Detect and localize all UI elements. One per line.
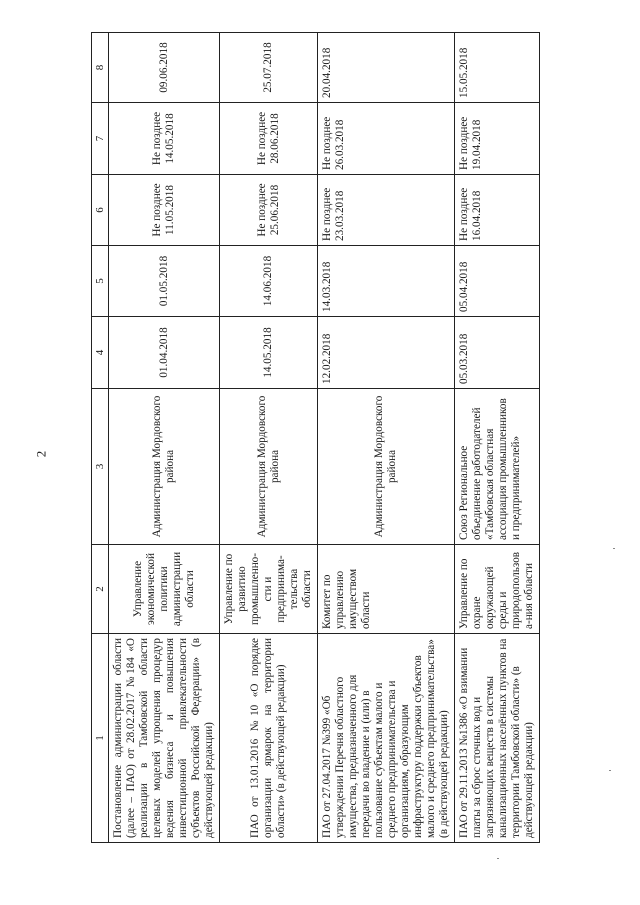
header-row <box>92 33 109 843</box>
rotated-table-container <box>91 33 535 843</box>
responsible-cell: Управление по охране окружающей среды и природопользова-ния области <box>455 545 540 634</box>
regulations-table <box>91 32 540 843</box>
act-cell: Постановление администрации области (далее – ПАО) от 28.02.2017 №184 «О реализации в Тамбовской области целевых моделей упрощения процедур ведения бизнеса и повышения инвестиционной привлекательности субъектов Российской Федерации» (в действующей редакции) <box>109 634 220 843</box>
act-cell: ПАО от 29.11.2013 №1386 «О взимании платы за сброс сточных вод и загрязняющих веществ в системы канализационных населённых пунктов на территории Тамбовской области» (в действующей редакции) <box>455 634 540 843</box>
date-cell: Не позднее 26.03.2018 <box>318 103 455 175</box>
column-header: 1 <box>92 634 109 843</box>
column-header: 5 <box>92 246 109 317</box>
date-cell: 05.04.2018 <box>455 246 540 317</box>
executor-cell: Администрация Мордовского района <box>220 389 318 545</box>
responsible-cell: Управление экономической политики администрации области <box>109 545 220 634</box>
date-cell: 14.05.2018 <box>220 317 318 389</box>
table-row <box>220 33 318 843</box>
column-header: 4 <box>92 317 109 389</box>
date-cell: Не позднее 11.05.2018 <box>109 175 220 246</box>
date-cell: 20.04.2018 <box>318 33 455 103</box>
date-cell: 01.05.2018 <box>109 246 220 317</box>
date-cell: 01.04.2018 <box>109 317 220 389</box>
table-row <box>318 33 455 843</box>
date-cell: 09.06.2018 <box>109 33 220 103</box>
date-cell: Не позднее 19.04.2018 <box>455 103 540 175</box>
column-header: 8 <box>92 33 109 103</box>
scan-speck <box>497 858 499 859</box>
date-cell: 14.06.2018 <box>220 246 318 317</box>
column-header: 6 <box>92 175 109 246</box>
executor-cell: Администрация Мордовского района <box>318 389 455 545</box>
responsible-cell: Управление по развитию промышленно-сти и предпринима-тельства области <box>220 545 318 634</box>
date-cell: Не позднее 16.04.2018 <box>455 175 540 246</box>
act-cell: ПАО от 27.04.2017 №399 «Об утверждении Перечня областного имущества, предназначенного для передачи во владение и (или) в пользование субъектам малого и среднего предпринимательства и организациям, образующим инфраструктуру поддержки субъектов малого и среднего предпринимательства» (в действующей редакции) <box>318 634 455 843</box>
executor-cell: Союз Региональное объединение работодателей «Тамбовская областная ассоциация промышленников и предпринимателей» <box>455 389 540 545</box>
date-cell: 25.07.2018 <box>220 33 318 103</box>
date-cell: Не позднее 28.06.2018 <box>220 103 318 175</box>
date-cell: 12.02.2018 <box>318 317 455 389</box>
column-header: 2 <box>92 545 109 634</box>
table-row <box>109 33 220 843</box>
table-row <box>455 33 540 843</box>
column-header: 3 <box>92 389 109 545</box>
date-cell: Не позднее 23.03.2018 <box>318 175 455 246</box>
column-header: 7 <box>92 103 109 175</box>
date-cell: 14.03.2018 <box>318 246 455 317</box>
date-cell: 05.03.2018 <box>455 317 540 389</box>
page-number: 2 <box>33 450 49 458</box>
scan-speck <box>609 770 611 771</box>
executor-cell: Администрация Мордовского района <box>109 389 220 545</box>
date-cell: 15.05.2018 <box>455 33 540 103</box>
act-cell: ПАО от 13.01.2016 №10 «О порядке организации ярмарок на территории области» (в действующей редакции) <box>220 634 318 843</box>
responsible-cell: Комитет по управлению имуществом области <box>318 545 455 634</box>
scan-speck <box>613 548 615 549</box>
date-cell: Не позднее 14.05.2018 <box>109 103 220 175</box>
date-cell: Не позднее 25.06.2018 <box>220 175 318 246</box>
